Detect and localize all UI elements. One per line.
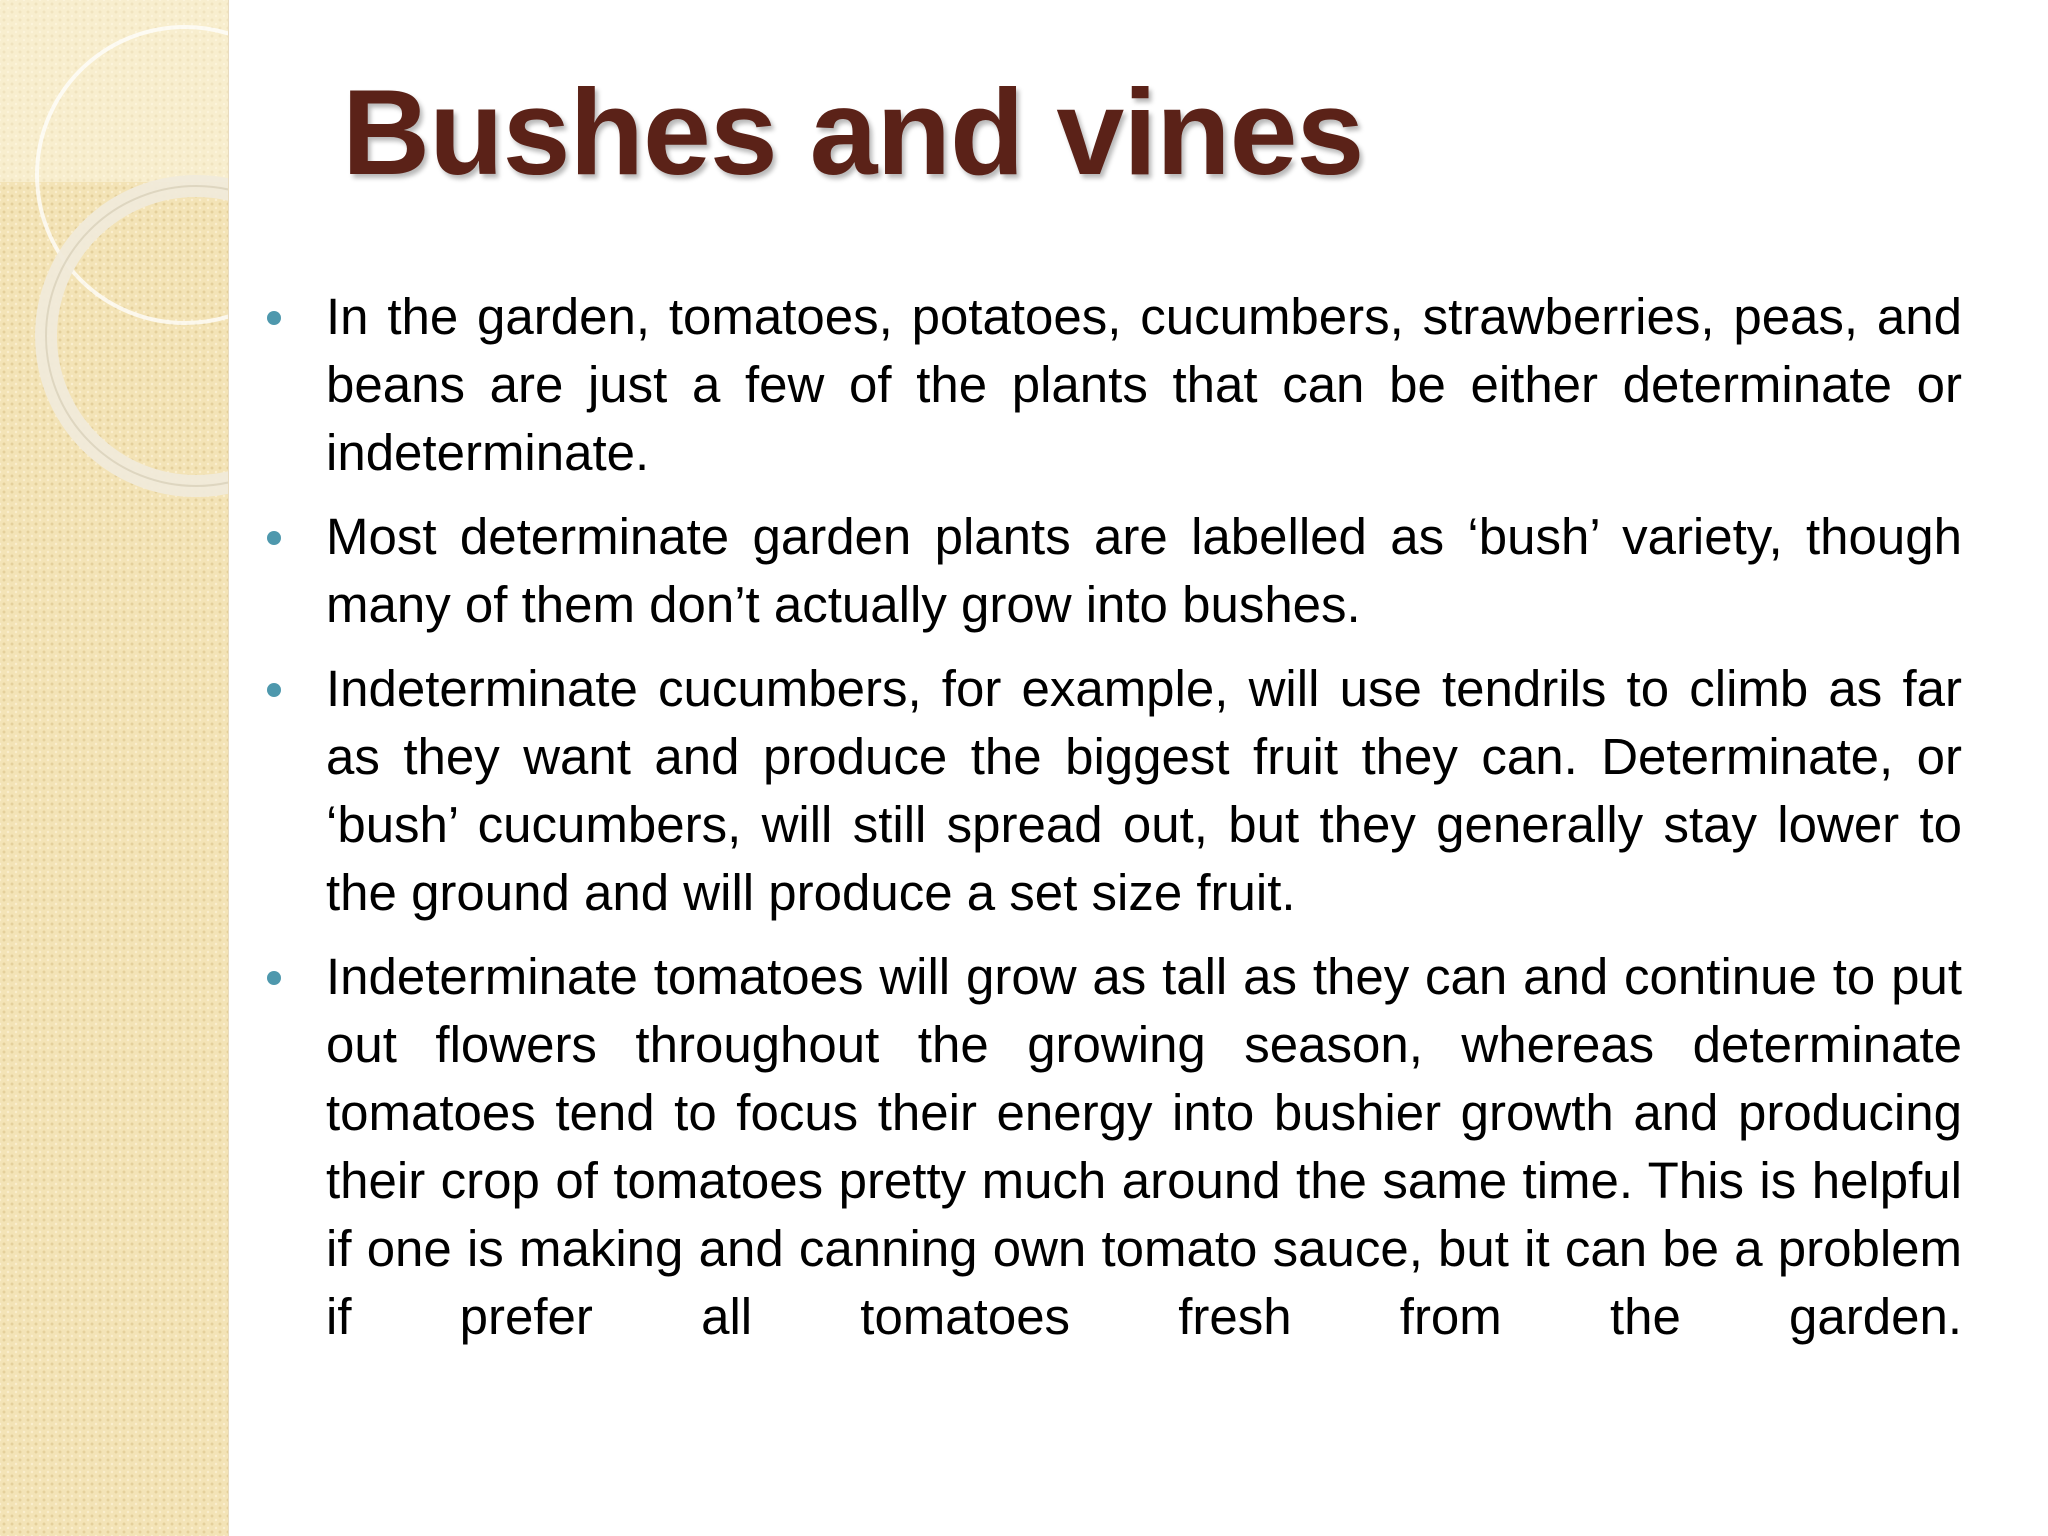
slide-title: Bushes and vines [342, 64, 1364, 200]
bullet-text: Indeterminate cucumbers, for example, will use tendrils to climb as far as they want and produce the biggest fruit they can. Determinate, or ‘bush’ cucumbers, will still spread out, but they generally stay lower to the ground and will produce a set size fruit. [326, 660, 1962, 921]
bullet-list [326, 283, 1962, 1367]
bullet-dot-icon [267, 311, 281, 325]
bullet-text: Indeterminate tomatoes will grow as tall as they can and continue to put out flowers throughout the growing season, whereas determinate tomatoes tend to focus their energy into bushier growth and producing their crop of tomatoes pretty much around the same time. This is helpful if one is making and canning own tomato sauce, but it can be a problem if prefer all tomatoes fresh from the garden. [326, 948, 1962, 1345]
bullet-dot-icon [267, 971, 281, 985]
bullet-item [326, 943, 1962, 1351]
decorative-ring-inner [46, 186, 228, 486]
bullet-item [326, 655, 1962, 927]
bullet-text: Most determinate garden plants are labelled as ‘bush’ variety, though many of them don’t actually grow into bushes. [326, 508, 1962, 633]
bullet-dot-icon [267, 683, 281, 697]
decorative-ring-outer [46, 186, 228, 486]
bullet-dot-icon [267, 531, 281, 545]
decorative-side-band [0, 0, 229, 1536]
bullet-text: In the garden, tomatoes, potatoes, cucumbers, strawberries, peas, and beans are just a few of the plants that can be either determinate or indeterminate. [326, 288, 1962, 481]
decorative-circles [0, 0, 228, 520]
bullet-item [326, 283, 1962, 487]
bullet-item [326, 503, 1962, 639]
